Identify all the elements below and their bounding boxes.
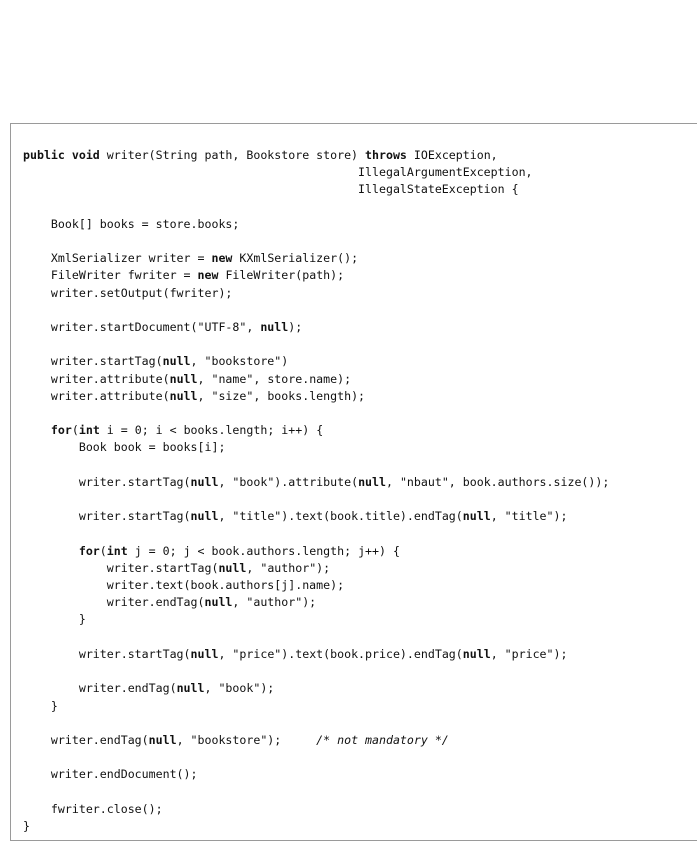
code-line	[23, 544, 400, 558]
code-text: (	[99, 543, 107, 558]
code-listing-box	[10, 123, 697, 841]
code-keyword: null	[148, 732, 177, 747]
code-keyword: for	[78, 543, 100, 558]
code-text: }	[23, 612, 86, 627]
code-line	[23, 286, 232, 300]
code-keyword: int	[78, 423, 100, 438]
code-line	[23, 802, 163, 816]
code-text: writer.startDocument("UTF-8",	[23, 320, 261, 335]
code-text: , "title").text(book.title).endTag(	[218, 509, 463, 524]
code-line	[23, 595, 316, 609]
code-text	[23, 423, 51, 437]
code-keyword: null	[190, 646, 219, 661]
code-text: j = 0; j < book.authors.length; j++) {	[127, 543, 400, 558]
code-text: writer.endTag(	[23, 595, 205, 610]
code-text: , "title");	[490, 509, 568, 524]
code-text: }	[23, 698, 58, 713]
code-line	[23, 148, 498, 162]
code-keyword: null	[204, 595, 233, 610]
code-keyword: for	[50, 423, 72, 438]
code-line	[23, 389, 365, 403]
code-text: , "bookstore")	[190, 354, 289, 369]
code-line	[23, 612, 86, 626]
code-line	[23, 268, 344, 282]
code-text: KXmlSerializer();	[232, 251, 359, 266]
code-text: , "price").text(book.price).endTag(	[218, 646, 463, 661]
code-keyword: null	[176, 681, 205, 696]
code-text: , "bookstore");	[176, 732, 317, 747]
code-text: writer.attribute(	[23, 371, 170, 386]
code-text	[23, 544, 79, 558]
code-text: IOException,	[406, 148, 498, 162]
code-line	[23, 423, 323, 437]
code-text: IllegalStateException {	[23, 182, 519, 197]
code-line	[23, 509, 567, 523]
code-text: writer.startTag(	[23, 646, 191, 661]
code-keyword: new	[197, 268, 219, 283]
code-line	[23, 372, 351, 386]
code-line	[23, 320, 302, 334]
code-block	[23, 147, 609, 835]
code-keyword: null	[218, 560, 247, 575]
code-text: , "author");	[232, 595, 317, 610]
code-line	[23, 217, 239, 231]
code-text: writer(String path, Bookstore store)	[99, 148, 366, 162]
code-text: writer.endTag(	[23, 681, 177, 696]
code-text: (	[71, 423, 79, 438]
code-text: XmlSerializer writer =	[23, 251, 212, 266]
code-keyword: null	[358, 474, 386, 489]
code-text: FileWriter fwriter =	[23, 268, 198, 283]
code-keyword: null	[462, 646, 491, 661]
code-line	[23, 440, 225, 454]
code-text: writer.startTag(	[23, 509, 191, 524]
code-line	[23, 354, 288, 368]
code-text: , "name", store.name);	[197, 371, 352, 386]
code-text: i = 0; i < books.length; i++) {	[99, 423, 324, 438]
code-line	[23, 561, 330, 575]
code-text: }	[23, 818, 30, 833]
code-keyword: null	[190, 474, 219, 489]
code-text: writer.startTag(	[23, 560, 219, 575]
code-line	[23, 165, 533, 179]
code-keyword: null	[260, 320, 289, 335]
code-text: , "nbaut", book.authors.size());	[385, 474, 610, 489]
code-text: FileWriter(path);	[218, 268, 345, 283]
code-text: , "author");	[246, 560, 331, 575]
code-line	[23, 251, 358, 265]
code-line	[23, 647, 567, 661]
code-text: writer.startTag(	[23, 354, 163, 369]
code-text: IllegalArgumentException,	[23, 165, 533, 180]
code-line	[23, 699, 58, 713]
code-text: writer.endTag(	[23, 732, 149, 747]
code-text: );	[288, 320, 303, 335]
code-keyword: int	[106, 543, 128, 558]
code-text: Book[] books = store.books;	[23, 216, 240, 231]
code-text: , "book");	[204, 681, 275, 696]
code-line	[23, 733, 449, 747]
code-keyword: null	[162, 354, 191, 369]
code-text: writer.attribute(	[23, 388, 170, 403]
code-text: , "price");	[490, 646, 568, 661]
code-keyword: public void	[23, 148, 100, 162]
code-keyword: null	[462, 509, 491, 524]
code-text: writer.setOutput(fwriter);	[23, 285, 233, 300]
code-text: writer.text(book.authors[j].name);	[23, 578, 345, 593]
code-keyword: null	[169, 371, 198, 386]
code-text: writer.startTag(	[23, 474, 191, 489]
code-keyword: new	[211, 251, 233, 266]
code-text: fwriter.close();	[23, 801, 163, 816]
code-line	[23, 578, 344, 592]
code-line	[23, 767, 198, 781]
code-line	[23, 182, 519, 196]
code-keyword: throws	[365, 148, 407, 162]
code-text: , "size", books.length);	[197, 388, 366, 403]
code-keyword: null	[190, 509, 219, 524]
code-text: , "book").attribute(	[218, 474, 359, 489]
code-text: writer.endDocument();	[23, 767, 198, 782]
code-comment: /* not mandatory */	[316, 732, 449, 747]
code-text: Book book = books[i];	[23, 440, 226, 455]
code-line	[23, 475, 609, 489]
code-keyword: null	[169, 388, 198, 403]
code-line	[23, 819, 30, 833]
code-line	[23, 681, 274, 695]
